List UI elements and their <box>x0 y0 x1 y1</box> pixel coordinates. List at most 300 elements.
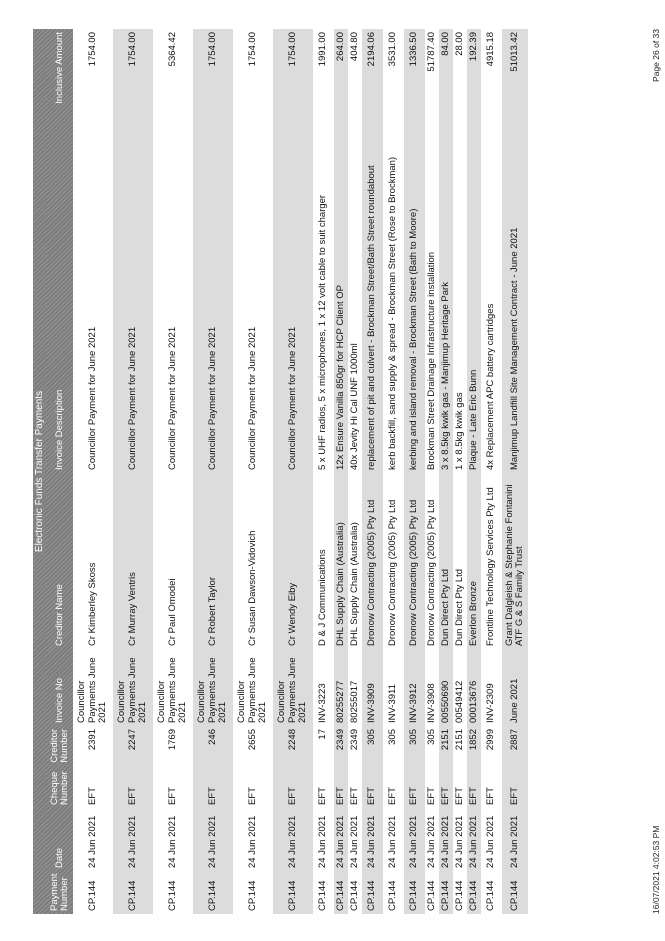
cell-inclusive-amount-text: 1754.00 <box>246 32 258 67</box>
cell-creditor-name <box>481 472 502 648</box>
cell-cheque-number <box>193 765 233 807</box>
cell-payment-number <box>502 870 528 914</box>
cell-creditor-name <box>467 472 481 648</box>
cell-date-text: 24 Jun 2021 <box>425 815 437 868</box>
cell-inclusive-amount-text: 264.00 <box>334 32 346 62</box>
table-row <box>233 29 273 914</box>
cell-invoice-description <box>193 107 233 472</box>
cell-inclusive-amount <box>467 29 481 107</box>
cell-creditor-number-text: 2151 <box>439 729 451 751</box>
cell-cheque-number-text: EFT <box>408 787 420 805</box>
cell-invoice-description-text: Councillor Payment for June 2021 <box>166 326 178 470</box>
cell-creditor-number <box>73 725 113 765</box>
cell-creditor-number <box>362 725 383 765</box>
cell-invoice-description-text: Councillor Payment for June 2021 <box>286 326 298 470</box>
cell-invoice-no <box>404 648 425 725</box>
cell-date-text: 24 Jun 2021 <box>86 815 98 868</box>
cell-invoice-no <box>348 648 362 725</box>
table-row <box>439 29 453 914</box>
cell-cheque-number <box>334 765 348 807</box>
cell-inclusive-amount <box>362 29 383 107</box>
cell-date-text: 24 Jun 2021 <box>246 815 258 868</box>
cell-creditor-name-text: Dronow Contracting (2005) Pty Ltd <box>366 499 378 646</box>
cell-creditor-number <box>273 725 313 765</box>
header-date: Date <box>54 847 65 868</box>
table-row <box>313 29 334 914</box>
table-row <box>193 29 233 914</box>
cell-creditor-name <box>383 472 404 648</box>
cell-invoice-no-text: INV-3223 <box>317 683 329 723</box>
cell-creditor-name <box>193 472 233 648</box>
cell-cheque-number-text: EFT <box>126 787 138 805</box>
cell-invoice-no <box>334 648 348 725</box>
cell-payment-number-text: CP.144 <box>485 880 497 911</box>
cell-invoice-no <box>233 648 273 725</box>
cell-payment-number-text: CP.144 <box>408 880 420 911</box>
cell-invoice-no-text: INV-3909 <box>366 683 378 723</box>
header-cheque-number: Cheque Number <box>49 771 70 805</box>
cell-creditor-name <box>113 472 153 648</box>
cell-invoice-description <box>383 107 404 472</box>
cell-payment-number <box>362 870 383 914</box>
cell-inclusive-amount-text: 3531.00 <box>387 32 399 67</box>
header-creditor-name: Creditor Name <box>54 584 65 646</box>
cell-invoice-no-text: Councillor Payments June 2021 <box>156 657 189 723</box>
cell-creditor-name <box>404 472 425 648</box>
print-timestamp: 16/07/2021 4:02:53 PM <box>651 825 661 914</box>
cell-inclusive-amount <box>453 29 467 107</box>
cell-cheque-number <box>233 765 273 807</box>
cell-date <box>193 807 233 870</box>
cell-invoice-no <box>481 648 502 725</box>
cell-invoice-no-text: Councillor Payments June 2021 <box>76 657 109 723</box>
cell-invoice-description <box>453 107 467 472</box>
table-banner: Electronic Funds Transfer Payments <box>33 29 47 914</box>
cell-cheque-number-text: EFT <box>86 787 98 805</box>
cell-invoice-description-text: replacement of pit and culvert - Brockman Street/Bath Street roundabout <box>366 165 378 470</box>
cell-creditor-number-text: 246 <box>206 729 218 745</box>
cell-creditor-name <box>425 472 439 648</box>
cell-creditor-name-text: DHL Supply Chain (Australia) <box>334 522 346 646</box>
cell-invoice-no-text: INV-3911 <box>387 684 399 723</box>
cell-creditor-name-text: Grant Dalgleish & Stephanie Fontanini ATF G & S Family Trust <box>503 484 525 646</box>
cell-date <box>334 807 348 870</box>
cell-payment-number-text: CP.144 <box>439 880 451 911</box>
cell-payment-number-text: CP.144 <box>348 880 360 911</box>
table-row <box>362 29 383 914</box>
cell-cheque-number <box>73 765 113 807</box>
cell-creditor-name <box>362 472 383 648</box>
cell-inclusive-amount-text: 84.00 <box>439 32 451 56</box>
cell-inclusive-amount <box>348 29 362 107</box>
cell-invoice-description-text: Manjimup Landfill Site Management Contract - June 2021 <box>508 227 520 470</box>
cell-creditor-name-text: Dronow Contracting (2005) Pty Ltd <box>387 499 399 646</box>
cell-cheque-number-text: EFT <box>467 787 479 805</box>
table-row <box>502 29 528 914</box>
cell-invoice-description-text: 12x Ensure Vanilla 850gr for HCP Client OP <box>334 285 346 470</box>
cell-invoice-description <box>467 107 481 472</box>
cell-invoice-description-text: Councillor Payment for June 2021 <box>86 326 98 470</box>
cell-date <box>404 807 425 870</box>
cell-payment-number <box>273 870 313 914</box>
cell-cheque-number <box>153 765 193 807</box>
cell-creditor-number-text: 2999 <box>485 729 497 751</box>
cell-payment-number <box>467 870 481 914</box>
cell-creditor-name-text: Dun Direct Pty Ltd <box>453 568 465 646</box>
cell-invoice-description-text: kerb backfill, sand supply & spread - Brockman Street (Rose to Brockman) <box>387 156 399 470</box>
table-row <box>273 29 313 914</box>
cell-inclusive-amount <box>334 29 348 107</box>
header-payment-number: Payment Number <box>49 873 70 911</box>
cell-cheque-number-text: EFT <box>286 787 298 805</box>
cell-payment-number-text: CP.144 <box>366 880 378 911</box>
cell-invoice-no-text: June 2021 <box>508 678 520 723</box>
cell-invoice-description <box>233 107 273 472</box>
cell-invoice-no-text: 00550690 <box>439 680 451 723</box>
table-row <box>113 29 153 914</box>
cell-invoice-description <box>404 107 425 472</box>
cell-date-text: 24 Jun 2021 <box>126 815 138 868</box>
cell-inclusive-amount <box>273 29 313 107</box>
table-row <box>453 29 467 914</box>
table-row <box>383 29 404 914</box>
cell-invoice-no <box>362 648 383 725</box>
cell-cheque-number <box>481 765 502 807</box>
cell-invoice-description <box>313 107 334 472</box>
cell-creditor-name-text: Cr Susan Dawson-Vidovich <box>246 530 258 646</box>
cell-date <box>153 807 193 870</box>
cell-invoice-description <box>348 107 362 472</box>
cell-date-text: 24 Jun 2021 <box>467 815 479 868</box>
table-row <box>334 29 348 914</box>
cell-creditor-number-text: 2247 <box>126 729 138 751</box>
cell-cheque-number-text: EFT <box>453 787 465 805</box>
cell-cheque-number <box>273 765 313 807</box>
cell-payment-number-text: CP.144 <box>166 880 178 911</box>
cell-date <box>362 807 383 870</box>
cell-creditor-number-text: 2655 <box>246 729 258 751</box>
cell-inclusive-amount <box>502 29 528 107</box>
cell-date-text: 24 Jun 2021 <box>206 815 218 868</box>
cell-invoice-no <box>153 648 193 725</box>
cell-inclusive-amount-text: 1754.00 <box>206 32 218 67</box>
cell-payment-number-text: CP.144 <box>334 880 346 911</box>
cell-invoice-description <box>439 107 453 472</box>
cell-cheque-number-text: EFT <box>485 787 497 805</box>
cell-invoice-description-text: 4x Replacement APC battery cartridges <box>485 303 497 470</box>
table-body <box>73 29 528 914</box>
cell-creditor-name-text: DHL Supply Chain (Australia) <box>348 522 360 646</box>
cell-creditor-number <box>313 725 334 765</box>
cell-payment-number-text: CP.144 <box>206 880 218 911</box>
cell-inclusive-amount <box>313 29 334 107</box>
cell-payment-number-text: CP.144 <box>286 880 298 911</box>
cell-inclusive-amount <box>113 29 153 107</box>
cell-invoice-description-text: Councillor Payment for June 2021 <box>126 326 138 470</box>
cell-invoice-no-text: Councillor Payments June 2021 <box>116 657 149 723</box>
cell-cheque-number <box>453 765 467 807</box>
table-row <box>467 29 481 914</box>
cell-date-text: 24 Jun 2021 <box>286 815 298 868</box>
cell-inclusive-amount <box>481 29 502 107</box>
cell-creditor-number <box>502 725 528 765</box>
cell-date <box>383 807 404 870</box>
cell-inclusive-amount-text: 51013.42 <box>508 32 520 72</box>
table-header <box>47 29 73 914</box>
cell-invoice-description-text: Councillor Payment for June 2021 <box>246 326 258 470</box>
cell-invoice-description-text: 40x Jevity Hi Cal UNF 1000ml <box>348 343 360 470</box>
cell-cheque-number-text: EFT <box>246 787 258 805</box>
cell-invoice-description <box>113 107 153 472</box>
cell-invoice-no-text: INV-3912 <box>408 683 420 723</box>
cell-creditor-number <box>453 725 467 765</box>
cell-creditor-name <box>153 472 193 648</box>
cell-creditor-number-text: 2151 <box>453 729 465 751</box>
cell-date <box>481 807 502 870</box>
cell-invoice-description <box>425 107 439 472</box>
cell-date <box>425 807 439 870</box>
cell-inclusive-amount <box>73 29 113 107</box>
cell-inclusive-amount <box>193 29 233 107</box>
cell-cheque-number <box>439 765 453 807</box>
cell-payment-number-text: CP.144 <box>467 880 479 911</box>
cell-creditor-name <box>502 472 528 648</box>
cell-cheque-number-text: EFT <box>166 787 178 805</box>
cell-invoice-description <box>73 107 113 472</box>
cell-invoice-description-text: Brockman Street Drainage Infrastructure installation <box>425 251 437 470</box>
cell-invoice-description-text: Plaque - Late Eric Bunn <box>467 369 479 470</box>
cell-creditor-number-text: 2349 <box>334 729 346 751</box>
cell-cheque-number <box>348 765 362 807</box>
cell-payment-number <box>348 870 362 914</box>
cell-date <box>453 807 467 870</box>
cell-payment-number-text: CP.144 <box>508 880 520 911</box>
cell-creditor-number <box>404 725 425 765</box>
cell-creditor-name <box>334 472 348 648</box>
cell-creditor-number <box>481 725 502 765</box>
cell-cheque-number <box>425 765 439 807</box>
cell-date-text: 24 Jun 2021 <box>439 815 451 868</box>
cell-invoice-no <box>467 648 481 725</box>
cell-invoice-description <box>334 107 348 472</box>
cell-payment-number-text: CP.144 <box>317 880 329 911</box>
cell-creditor-number-text: 17 <box>317 729 329 740</box>
cell-creditor-name-text: Cr Robert Taylor <box>206 577 218 646</box>
cell-cheque-number <box>467 765 481 807</box>
cell-creditor-name-text: D & J Communications <box>317 549 329 646</box>
cell-creditor-number <box>233 725 273 765</box>
cell-creditor-number-text: 305 <box>408 729 420 745</box>
cell-invoice-no-text: 00549412 <box>453 680 465 723</box>
cell-invoice-no-text: Councillor Payments June 2021 <box>196 657 229 723</box>
cell-creditor-name-text: Cr Paul Omodei <box>166 578 178 646</box>
cell-payment-number <box>153 870 193 914</box>
cell-date-text: 24 Jun 2021 <box>453 815 465 868</box>
cell-invoice-no <box>273 648 313 725</box>
cell-cheque-number <box>383 765 404 807</box>
cell-date-text: 24 Jun 2021 <box>166 815 178 868</box>
cell-payment-number-text: CP.144 <box>246 880 258 911</box>
cell-payment-number <box>439 870 453 914</box>
cell-creditor-number-text: 305 <box>387 729 399 745</box>
cell-creditor-number <box>193 725 233 765</box>
cell-creditor-number-text: 305 <box>425 729 437 745</box>
cell-date <box>467 807 481 870</box>
cell-payment-number <box>425 870 439 914</box>
cell-payment-number <box>113 870 153 914</box>
cell-creditor-name-text: Everlon Bronze <box>467 581 479 646</box>
cell-date-text: 24 Jun 2021 <box>366 815 378 868</box>
cell-invoice-no <box>193 648 233 725</box>
cell-inclusive-amount-text: 192.39 <box>467 32 479 62</box>
cell-creditor-number-text: 2391 <box>86 729 98 751</box>
cell-invoice-no <box>113 648 153 725</box>
cell-invoice-description <box>362 107 383 472</box>
cell-invoice-no-text: 80255277 <box>334 680 346 723</box>
cell-inclusive-amount-text: 51787.40 <box>425 32 437 72</box>
cell-cheque-number <box>113 765 153 807</box>
cell-inclusive-amount-text: 5364.42 <box>166 32 178 67</box>
cell-invoice-description-text: 1 x 8.5kg kwik gas <box>453 392 465 470</box>
cell-invoice-no <box>383 648 404 725</box>
cell-cheque-number-text: EFT <box>366 787 378 805</box>
cell-payment-number <box>193 870 233 914</box>
cell-creditor-number <box>439 725 453 765</box>
cell-invoice-description-text: kerbing and island removal - Brockman Street (Bath to Moore) <box>408 208 420 470</box>
table-row <box>153 29 193 914</box>
cell-date-text: 24 Jun 2021 <box>348 815 360 868</box>
cell-creditor-name-text: Frontline Technology Services Pty Ltd <box>485 487 497 646</box>
header-inclusive-amount: Inclusive Amount <box>54 32 65 104</box>
cell-invoice-no <box>502 648 528 725</box>
cell-payment-number <box>404 870 425 914</box>
cell-payment-number-text: CP.144 <box>453 880 465 911</box>
cell-inclusive-amount-text: 2194.06 <box>366 32 378 67</box>
table-row <box>73 29 113 914</box>
cell-invoice-description-text: Councillor Payment for June 2021 <box>206 326 218 470</box>
cell-creditor-name <box>73 472 113 648</box>
cell-creditor-number-text: 2248 <box>286 729 298 751</box>
cell-cheque-number-text: EFT <box>425 787 437 805</box>
cell-invoice-no-text: 80255017 <box>348 680 360 723</box>
payments-table <box>33 29 528 914</box>
cell-invoice-description <box>153 107 193 472</box>
cell-cheque-number-text: EFT <box>439 787 451 805</box>
header-creditor-number: Creditor Number <box>49 729 70 763</box>
cell-creditor-number-text: 1852 <box>467 729 479 751</box>
table-row <box>404 29 425 914</box>
cell-inclusive-amount-text: 1991.00 <box>317 32 329 67</box>
cell-creditor-name-text: Dronow Contracting (2005) Pty Ltd <box>408 499 420 646</box>
cell-cheque-number <box>362 765 383 807</box>
cell-creditor-number-text: 2887 <box>508 729 520 751</box>
cell-creditor-number <box>383 725 404 765</box>
cell-inclusive-amount-text: 404.80 <box>348 32 360 62</box>
cell-creditor-number-text: 1769 <box>166 729 178 751</box>
cell-creditor-name <box>453 472 467 648</box>
cell-cheque-number <box>313 765 334 807</box>
cell-creditor-number <box>113 725 153 765</box>
cell-payment-number <box>481 870 502 914</box>
cell-payment-number <box>233 870 273 914</box>
cell-inclusive-amount <box>233 29 273 107</box>
cell-date-text: 24 Jun 2021 <box>485 815 497 868</box>
cell-invoice-description <box>273 107 313 472</box>
cell-invoice-no-text: 00013676 <box>467 680 479 723</box>
cell-invoice-description <box>481 107 502 472</box>
table-row <box>425 29 439 914</box>
cell-inclusive-amount-text: 1754.00 <box>86 32 98 67</box>
cell-date <box>313 807 334 870</box>
cell-creditor-number <box>153 725 193 765</box>
cell-creditor-name <box>233 472 273 648</box>
cell-cheque-number <box>404 765 425 807</box>
cell-inclusive-amount <box>439 29 453 107</box>
cell-inclusive-amount-text: 28.00 <box>453 32 465 56</box>
cell-date-text: 24 Jun 2021 <box>387 815 399 868</box>
cell-date <box>113 807 153 870</box>
cell-date-text: 24 Jun 2021 <box>508 815 520 868</box>
cell-creditor-number <box>467 725 481 765</box>
cell-payment-number <box>453 870 467 914</box>
cell-payment-number <box>73 870 113 914</box>
cell-invoice-no <box>439 648 453 725</box>
cell-cheque-number-text: EFT <box>348 787 360 805</box>
cell-creditor-name-text: Dronow Contracting (2005) Pty Ltd <box>425 499 437 646</box>
cell-invoice-no-text: INV-3908 <box>425 683 437 723</box>
cell-payment-number-text: CP.144 <box>425 880 437 911</box>
cell-creditor-name <box>273 472 313 648</box>
cell-cheque-number-text: EFT <box>334 787 346 805</box>
header-invoice-description: Invoice Description <box>54 389 65 470</box>
cell-creditor-name-text: Dun Direct Pty Ltd <box>439 568 451 646</box>
cell-date <box>348 807 362 870</box>
cell-creditor-number <box>334 725 348 765</box>
cell-creditor-name-text: Cr Wendy Eiby <box>286 582 298 646</box>
cell-cheque-number-text: EFT <box>317 787 329 805</box>
cell-date <box>73 807 113 870</box>
cell-creditor-number-text: 2349 <box>348 729 360 751</box>
cell-cheque-number-text: EFT <box>206 787 218 805</box>
cell-date <box>273 807 313 870</box>
cell-inclusive-amount-text: 1754.00 <box>126 32 138 67</box>
table-row <box>348 29 362 914</box>
cell-invoice-description <box>502 107 528 472</box>
cell-creditor-number-text: 305 <box>366 729 378 745</box>
cell-payment-number <box>334 870 348 914</box>
cell-creditor-number <box>348 725 362 765</box>
cell-cheque-number-text: EFT <box>387 787 399 805</box>
cell-creditor-number <box>425 725 439 765</box>
cell-payment-number-text: CP.144 <box>86 880 98 911</box>
cell-payment-number <box>313 870 334 914</box>
cell-inclusive-amount-text: 1754.00 <box>286 32 298 67</box>
cell-creditor-name-text: Cr Murray Ventris <box>126 572 138 646</box>
cell-invoice-no <box>73 648 113 725</box>
cell-cheque-number <box>502 765 528 807</box>
cell-inclusive-amount-text: 1336.50 <box>408 32 420 67</box>
cell-payment-number <box>383 870 404 914</box>
cell-inclusive-amount-text: 4915.18 <box>485 32 497 67</box>
cell-cheque-number-text: EFT <box>508 787 520 805</box>
cell-inclusive-amount <box>383 29 404 107</box>
header-invoice-no: Invoice No <box>54 678 65 723</box>
cell-payment-number-text: CP.144 <box>126 880 138 911</box>
cell-creditor-name <box>348 472 362 648</box>
page-number: Page 26 of 33 <box>651 29 661 82</box>
cell-invoice-description-text: 3 x 8.5kg kwik gas - Manjimup Heritage Park <box>439 282 451 470</box>
cell-date-text: 24 Jun 2021 <box>317 815 329 868</box>
